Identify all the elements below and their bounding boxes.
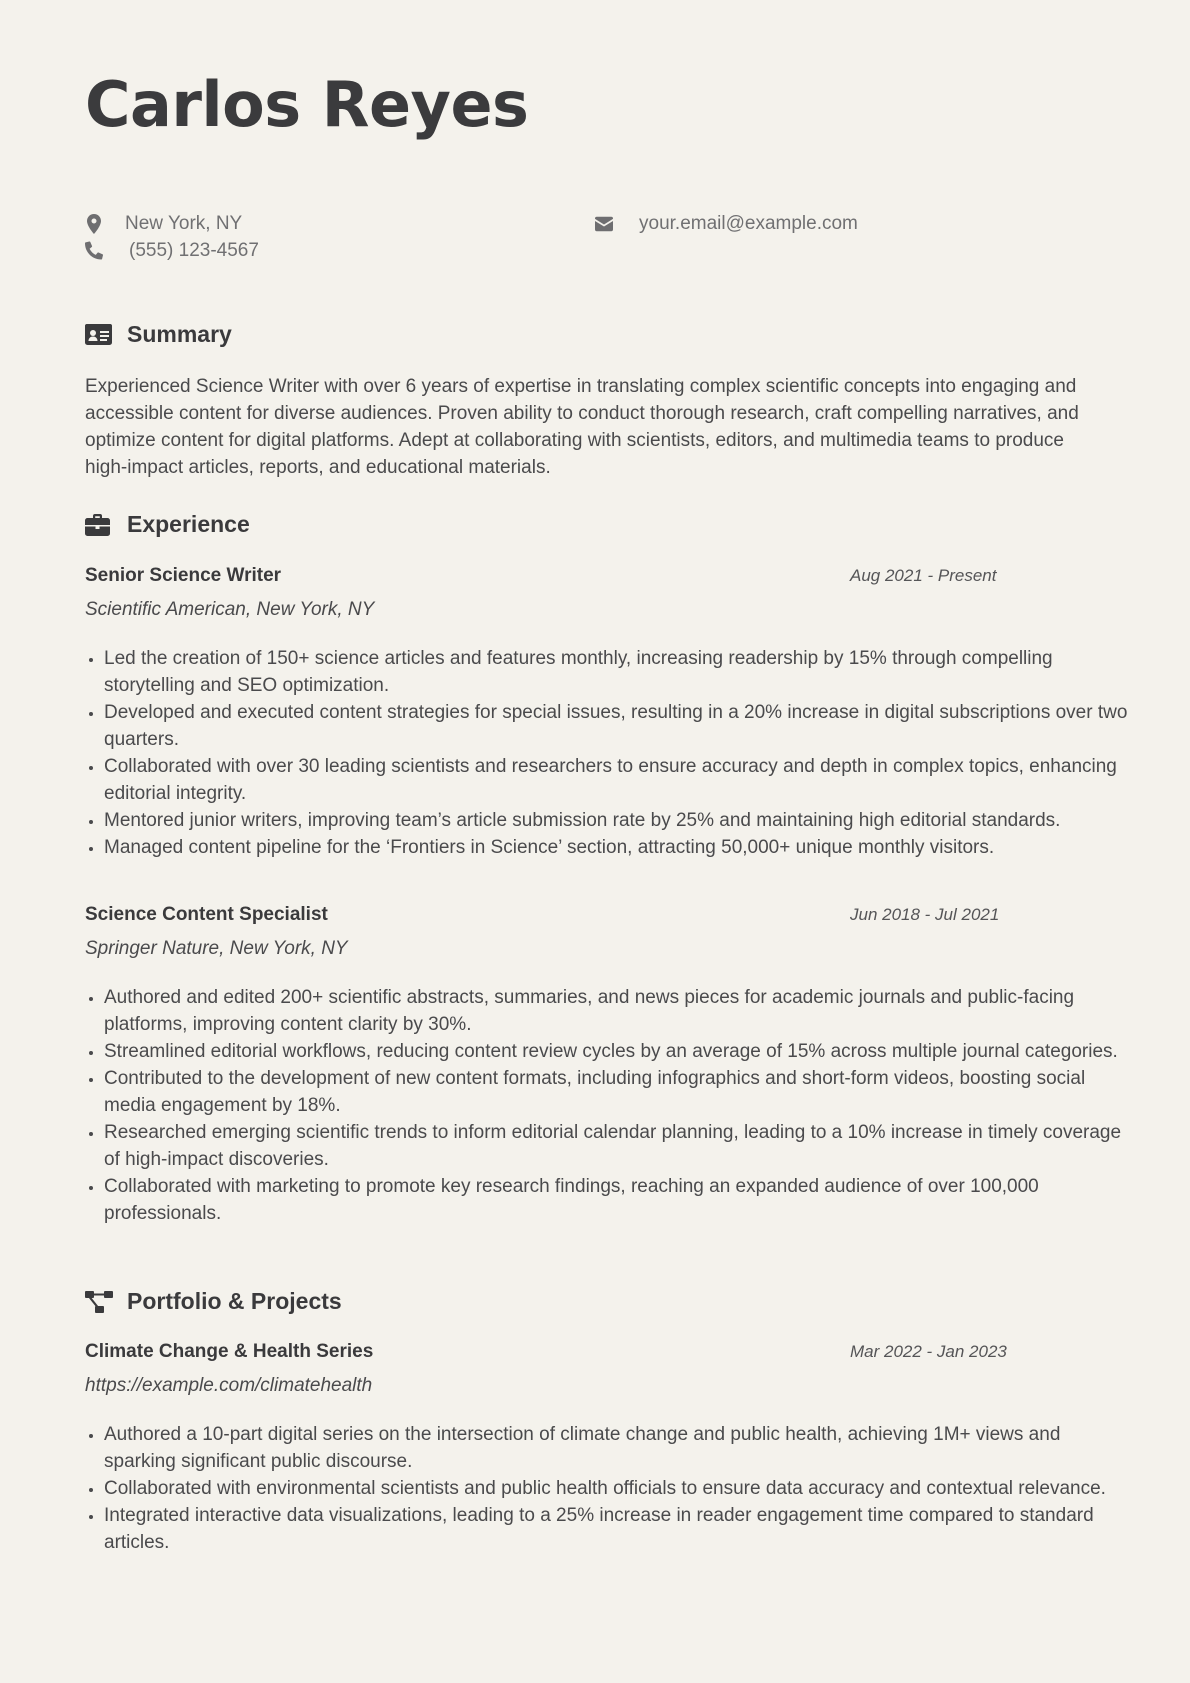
list-item: • Streamlined editorial workflows, reducing content review cycles by an average of 15% across multiple journal categories. [104,1038,1129,1065]
project-diagram-icon [85,1290,113,1314]
summary-text: Experienced Science Writer with over 6 years of expertise in translating complex scientific concepts into engaging and accessible content for diverse audiences. Proven ability to conduct thorough research, craft compelling narratives, and optimize content for digital platforms. Adept at collaborating with scientists, editors, and multimedia teams to produce high-impact articles, reports, and educational materials. [85,376,1079,478]
job-1-title: Senior Science Writer [85,565,282,586]
portfolio-heading [85,1288,342,1315]
candidate-name: Carlos Reyes [85,68,529,141]
map-marker-icon [85,214,103,234]
list-item: • Contributed to the development of new content formats, including infographics and short-form videos, boosting social media engagement by 18%. [104,1065,1129,1119]
list-item: • Collaborated with marketing to promote key research findings, reaching an expanded audience of over 100,000 professionals. [104,1173,1129,1227]
portfolio-heading-text: Portfolio & Projects [127,1288,342,1314]
project-1-bullets [85,1421,1129,1556]
list-item: • Collaborated with environmental scientists and public health officials to ensure data accuracy and contextual relevance. [104,1475,1129,1502]
list-item: • Researched emerging scientific trends to inform editorial calendar planning, leading to a 10% increase in timely coverage of high-impact discoveries. [104,1119,1129,1173]
job-2-title: Science Content Specialist [85,904,328,925]
phone-text[interactable]: (555) 123-4567 [129,239,259,261]
job-1-bullets [85,645,1129,861]
list-item: • Mentored junior writers, improving team’s article submission rate by 25% and maintaining high editorial standards. [104,807,1129,834]
project-1-title: Climate Change & Health Series [85,1341,374,1362]
contact-phone [85,237,259,264]
summary-heading [85,321,232,348]
list-item: • Authored a 10-part digital series on the intersection of climate change and public health, achieving 1M+ views and sparking significant public discourse. [104,1421,1129,1475]
project-1-url[interactable]: https://example.com/climatehealth [85,1375,373,1396]
contact-location [85,210,242,237]
job-2-date: Jun 2018 - Jul 2021 [850,905,1000,924]
job-2-bullets [85,984,1129,1227]
job-1-org: Scientific American, New York, NY [85,599,375,620]
location-text: New York, NY [125,212,243,234]
id-card-icon [85,323,113,347]
list-item: • Developed and executed content strategies for special issues, resulting in a 20% increase in digital subscriptions over two quarters. [104,699,1129,753]
experience-heading-text: Experience [127,511,250,537]
project-1-date: Mar 2022 - Jan 2023 [850,1342,1007,1361]
list-item: • Integrated interactive data visualizations, leading to a 25% increase in reader engagement time compared to standard articles. [104,1502,1129,1556]
summary-heading-text: Summary [127,321,232,347]
list-item: • Collaborated with over 30 leading scientists and researchers to ensure accuracy and depth in complex topics, enhancing editorial integrity. [104,753,1129,807]
job-1-date: Aug 2021 - Present [850,566,997,585]
list-item: • Authored and edited 200+ scientific abstracts, summaries, and news pieces for academic journals and public-facing platforms, improving content clarity by 30%. [104,984,1129,1038]
list-item: • Led the creation of 150+ science articles and features monthly, increasing readership by 15% through compelling storytelling and SEO optimization. [104,645,1129,699]
phone-icon [85,241,103,261]
contact-email [595,210,858,237]
briefcase-icon [85,513,113,537]
experience-heading [85,511,250,538]
envelope-icon [595,214,613,234]
job-2-org: Springer Nature, New York, NY [85,938,348,959]
email-link[interactable]: your.email@example.com [639,212,858,234]
list-item: • Managed content pipeline for the ‘Frontiers in Science’ section, attracting 50,000+ unique monthly visitors. [104,834,1129,861]
